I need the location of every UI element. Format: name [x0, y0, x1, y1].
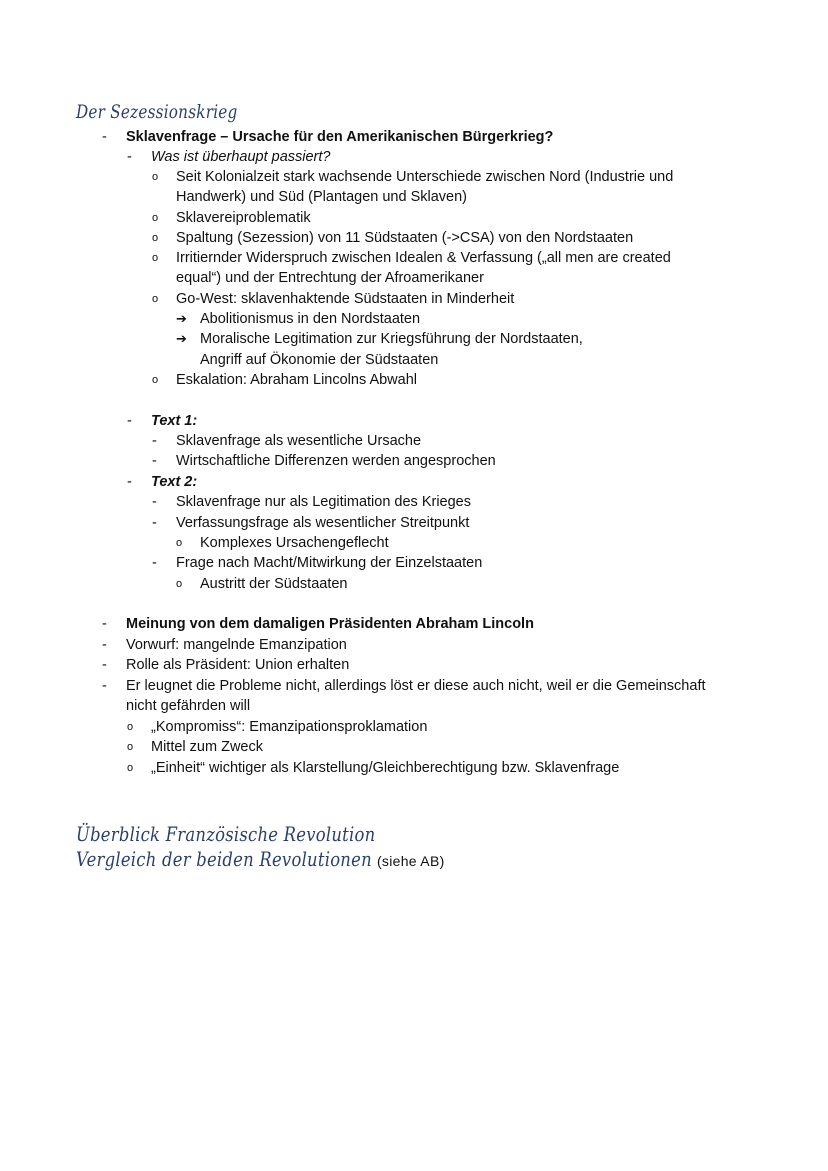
circle-bullet: o — [152, 252, 159, 264]
dash-marker: - — [127, 413, 132, 429]
dash-marker: - — [127, 474, 132, 490]
list-item: Spaltung (Sezession) von 11 Südstaaten (->CSA) von den Nordstaaten — [176, 230, 634, 246]
list-item: Sklavenfrage als wesentliche Ursache — [176, 433, 422, 449]
dash-marker: - — [152, 433, 157, 449]
circle-bullet: o — [152, 293, 159, 305]
see-worksheet-note: (siehe AB) — [376, 853, 445, 869]
list-item: Go-West: sklavenhaktende Südstaaten in Minderheit — [176, 291, 515, 307]
list-item: Frage nach Macht/Mitwirkung der Einzelstaaten — [176, 555, 483, 571]
list-item: Seit Kolonialzeit stark wachsende Unterschiede zwischen Nord (Industrie und — [176, 169, 674, 185]
what-happened-heading: Was ist überhaupt passiert? — [151, 149, 331, 165]
list-item: nicht gefährden will — [126, 698, 251, 714]
list-item: Irritiernder Widerspruch zwischen Idealen & Verfassung („all men are created — [176, 250, 671, 266]
circle-bullet: o — [127, 762, 134, 774]
lincoln-heading: Meinung von dem damaligen Präsidenten Abraham Lincoln — [126, 616, 534, 632]
list-item: Wirtschaftliche Differenzen werden angesprochen — [176, 453, 496, 469]
list-item: Verfassungsfrage als wesentlicher Streitpunkt — [176, 515, 470, 531]
dash-marker: - — [102, 637, 107, 653]
list-item: Sklavenfrage nur als Legitimation des Krieges — [176, 494, 471, 510]
list-item: Eskalation: Abraham Lincolns Abwahl — [176, 372, 418, 388]
dash-marker: - — [127, 149, 132, 165]
subtitle-text: Vergleich der beiden Revolutionen — [76, 847, 372, 871]
dash-marker: - — [152, 555, 157, 571]
circle-bullet: o — [152, 232, 159, 244]
section-title-franzoesische-revolution: Überblick Französische Revolution — [76, 822, 376, 846]
list-item: Mittel zum Zweck — [151, 739, 263, 755]
text1-label: Text 1: — [151, 413, 198, 429]
list-item: Sklavereiproblematik — [176, 210, 311, 226]
list-item: Vorwurf: mangelnde Emanzipation — [126, 637, 347, 653]
list-item: Rolle als Präsident: Union erhalten — [126, 657, 350, 673]
list-item: Moralische Legitimation zur Kriegsführung der Nordstaaten, — [200, 331, 583, 347]
dash-marker: - — [102, 616, 107, 632]
dash-marker: - — [102, 678, 107, 694]
dash-marker: - — [102, 657, 107, 673]
dash-marker: - — [102, 129, 107, 145]
list-item: Austritt der Südstaaten — [200, 576, 348, 592]
dash-marker: - — [152, 494, 157, 510]
circle-bullet: o — [152, 171, 159, 183]
list-item: Handwerk) und Süd (Plantagen und Sklaven) — [176, 189, 467, 205]
circle-bullet: o — [176, 578, 183, 590]
list-item: Komplexes Ursachengeflecht — [200, 535, 389, 551]
list-item: equal“) und der Entrechtung der Afroamerikaner — [176, 270, 484, 286]
text2-label: Text 2: — [151, 474, 198, 490]
list-item: Angriff auf Ökonomie der Südstaaten — [200, 352, 439, 368]
circle-bullet: o — [152, 374, 159, 386]
dash-marker: - — [152, 453, 157, 469]
list-item: „Einheit“ wichtiger als Klarstellung/Gleichberechtigung bzw. Sklavenfrage — [151, 760, 620, 776]
list-item: „Kompromiss“: Emanzipationsproklamation — [151, 719, 428, 735]
question-heading: Sklavenfrage – Ursache für den Amerikanischen Bürgerkrieg? — [126, 129, 554, 145]
list-item: Abolitionismus in den Nordstaaten — [200, 311, 421, 327]
circle-bullet: o — [152, 212, 159, 224]
arrow-icon: ➔ — [176, 331, 187, 346]
circle-bullet: o — [127, 741, 134, 753]
circle-bullet: o — [127, 721, 134, 733]
section-title-sezessionskrieg: Der Sezessionskrieg — [76, 101, 238, 123]
list-item: Er leugnet die Probleme nicht, allerdings löst er diese auch nicht, weil er die Gemeinschaft — [126, 678, 706, 694]
dash-marker: - — [152, 515, 157, 531]
section-subtitle-vergleich — [76, 847, 445, 871]
arrow-icon: ➔ — [176, 311, 187, 326]
circle-bullet: o — [176, 537, 183, 549]
